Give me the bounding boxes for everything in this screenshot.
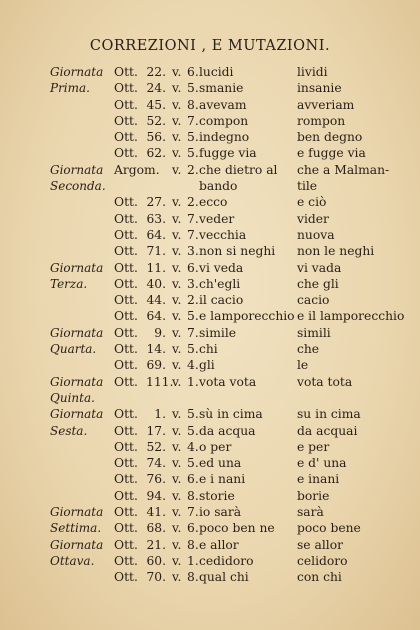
octave-number: 24. <box>146 81 166 96</box>
section-label: Giornata <box>50 374 104 389</box>
erratum-text: fugge via <box>199 146 257 161</box>
octave-abbrev: Ott. <box>114 244 138 259</box>
correction-text: e il lamporecchio <box>297 309 405 324</box>
octave-number: 68. <box>146 521 166 536</box>
verse-number: 3. <box>187 276 199 291</box>
correction-text: che gli <box>297 276 339 291</box>
correction-text: cacio <box>297 293 330 308</box>
verse-number: 1. <box>187 374 199 389</box>
correction-text: e fugge via <box>297 146 366 161</box>
section-label: Giornata <box>50 537 104 552</box>
errata-row <box>0 129 420 145</box>
verse-abbrev: v. <box>172 81 182 96</box>
octave-number: 63. <box>146 211 166 226</box>
erratum-text: o per <box>199 439 232 454</box>
erratum-text: compon <box>199 113 249 128</box>
verse-number: 6. <box>187 472 199 487</box>
correction-text: vota tota <box>297 374 353 389</box>
erratum-text: poco ben ne <box>199 521 275 536</box>
erratum-text: ecco <box>199 195 228 210</box>
verse-abbrev: v. <box>172 570 182 585</box>
octave-number: 45. <box>146 97 166 112</box>
octave-number: 9. <box>154 325 166 340</box>
section-label: Giornata <box>50 65 104 79</box>
erratum-text: lucidi <box>199 65 234 79</box>
verse-abbrev: v. <box>172 374 182 389</box>
verse-number: 7. <box>187 227 199 242</box>
octave-number: 71. <box>146 244 166 259</box>
verse-abbrev: v. <box>172 227 182 242</box>
verse-number: 7. <box>187 505 199 520</box>
octave-abbrev: Ott. <box>114 570 138 585</box>
octave-abbrev: Ott. <box>114 97 138 112</box>
octave-number: 27. <box>146 195 166 210</box>
section-label: Terza. <box>50 276 88 291</box>
octave-abbrev: Ott. <box>114 423 138 438</box>
erratum-text: il cacio <box>199 293 244 308</box>
errata-row <box>0 439 420 455</box>
verse-abbrev: v. <box>172 472 182 487</box>
octave-abbrev: Ott. <box>114 293 138 308</box>
erratum-text: indegno <box>199 130 250 145</box>
verse-abbrev: v. <box>172 505 182 520</box>
verse-number: 5. <box>187 456 199 471</box>
verse-abbrev: v. <box>172 65 182 79</box>
erratum-text: qual chi <box>199 570 249 585</box>
verse-number: 8. <box>187 97 199 112</box>
verse-number: 8. <box>187 488 199 503</box>
octave-abbrev: Ott. <box>114 488 138 503</box>
correction-text: insanie <box>297 81 342 96</box>
errata-row <box>0 80 420 96</box>
octave-abbrev: Ott. <box>114 276 138 291</box>
octave-number: 74. <box>146 456 166 471</box>
verse-abbrev: v. <box>172 293 182 308</box>
octave-abbrev: Ott. <box>114 521 138 536</box>
octave-abbrev: Ott. <box>114 537 138 552</box>
erratum-text: non si neghi <box>199 244 276 259</box>
verse-abbrev: v. <box>172 260 182 275</box>
erratum-text: gli <box>199 358 215 373</box>
errata-row <box>0 374 420 390</box>
correction-text: se allor <box>297 537 343 552</box>
verse-number: 5. <box>187 146 199 161</box>
verse-abbrev: v. <box>172 162 182 177</box>
octave-abbrev: Ott. <box>114 325 138 340</box>
errata-row <box>0 276 420 292</box>
octave-number: 64. <box>146 227 166 242</box>
verse-abbrev: v. <box>172 276 182 291</box>
verse-number: 7. <box>187 325 199 340</box>
octave-number: 52. <box>146 113 166 128</box>
correction-text: e ciò <box>297 195 327 210</box>
errata-row <box>0 308 420 324</box>
correction-text: poco bene <box>297 521 361 536</box>
erratum-text: bando <box>199 179 238 194</box>
section-label: Ottava. <box>50 553 95 568</box>
erratum-text: smanie <box>199 81 244 96</box>
section-label: Giornata <box>50 162 104 177</box>
correction-text: avveriam <box>297 97 355 112</box>
errata-row <box>0 341 420 357</box>
correction-text: su in cima <box>297 407 361 422</box>
errata-row <box>0 227 420 243</box>
octave-abbrev: Ott. <box>114 505 138 520</box>
octave-number: 1. <box>154 407 166 422</box>
errata-row <box>0 357 420 373</box>
octave-abbrev: Ott. <box>114 374 138 389</box>
correction-text: borie <box>297 488 330 503</box>
octave-number: 41. <box>146 505 166 520</box>
errata-row <box>0 113 420 129</box>
verse-number: 5. <box>187 407 199 422</box>
verse-number: 7. <box>187 211 199 226</box>
errata-row <box>0 243 420 259</box>
correction-text: vi vada <box>297 260 342 275</box>
erratum-text: vota vota <box>199 374 257 389</box>
erratum-text: chi <box>199 342 218 357</box>
octave-number: 60. <box>146 553 166 568</box>
verse-abbrev: v. <box>172 113 182 128</box>
errata-row <box>0 471 420 487</box>
correction-text: da acquai <box>297 423 358 438</box>
verse-abbrev: v. <box>172 309 182 324</box>
octave-abbrev: Argom. <box>114 162 160 177</box>
erratum-text: e allor <box>199 537 239 552</box>
verse-abbrev: v. <box>172 553 182 568</box>
octave-abbrev: Ott. <box>114 309 138 324</box>
verse-abbrev: v. <box>172 488 182 503</box>
octave-abbrev: Ott. <box>114 130 138 145</box>
octave-number: 52. <box>146 439 166 454</box>
correction-text: non le neghi <box>297 244 375 259</box>
verse-abbrev: v. <box>172 244 182 259</box>
errata-row <box>0 423 420 439</box>
octave-abbrev: Ott. <box>114 113 138 128</box>
verse-number: 3. <box>187 244 199 259</box>
octave-number: 21. <box>146 537 166 552</box>
octave-number: 11. <box>146 260 166 275</box>
errata-row <box>0 504 420 520</box>
correction-text: che a Malman- <box>297 162 390 177</box>
errata-row <box>0 488 420 504</box>
verse-number: 2. <box>187 293 199 308</box>
octave-number: 44. <box>146 293 166 308</box>
octave-number: 94. <box>146 488 166 503</box>
verse-number: 4. <box>187 358 199 373</box>
verse-number: 1. <box>187 553 199 568</box>
octave-abbrev: Ott. <box>114 65 138 79</box>
correction-text: lividi <box>297 65 328 79</box>
verse-number: 5. <box>187 130 199 145</box>
octave-abbrev: Ott. <box>114 439 138 454</box>
verse-number: 5. <box>187 423 199 438</box>
page-title: CORREZIONI , E MUTAZIONI. <box>89 38 331 54</box>
octave-number: 14. <box>146 342 166 357</box>
correction-text: simili <box>297 325 331 340</box>
verse-abbrev: v. <box>172 325 182 340</box>
section-label: Giornata <box>50 505 104 520</box>
verse-abbrev: v. <box>172 97 182 112</box>
verse-abbrev: v. <box>172 358 182 373</box>
octave-number: 111. <box>146 374 174 389</box>
verse-number: 5. <box>187 81 199 96</box>
verse-abbrev: v. <box>172 146 182 161</box>
erratum-text: io sarà <box>199 505 242 520</box>
octave-number: 69. <box>146 358 166 373</box>
section-label: Giornata <box>50 260 104 275</box>
errata-row <box>0 325 420 341</box>
verse-abbrev: v. <box>172 423 182 438</box>
verse-abbrev: v. <box>172 456 182 471</box>
errata-row <box>0 537 420 553</box>
octave-abbrev: Ott. <box>114 553 138 568</box>
correction-text: con chi <box>297 570 342 585</box>
errata-row <box>0 194 420 210</box>
erratum-text: ed una <box>199 456 242 471</box>
section-label: Quarta. <box>50 342 97 357</box>
verse-number: 2. <box>187 195 199 210</box>
octave-number: 70. <box>146 570 166 585</box>
erratum-text: avevam <box>199 97 247 112</box>
octave-number: 62. <box>146 146 166 161</box>
verse-number: 6. <box>187 65 199 79</box>
correction-text: le <box>297 358 309 373</box>
errata-row <box>0 553 420 569</box>
verse-abbrev: v. <box>172 537 182 552</box>
erratum-text: sù in cima <box>199 407 263 422</box>
verse-number: 2. <box>187 162 199 177</box>
correction-text: sarà <box>297 505 324 520</box>
errata-row <box>0 145 420 161</box>
verse-number: 8. <box>187 537 199 552</box>
verse-abbrev: v. <box>172 521 182 536</box>
errata-row <box>0 569 420 585</box>
erratum-text: vi veda <box>199 260 244 275</box>
octave-number: 40. <box>146 276 166 291</box>
verse-number: 7. <box>187 113 199 128</box>
errata-row <box>0 260 420 276</box>
octave-abbrev: Ott. <box>114 260 138 275</box>
section-label: Seconda. <box>50 179 106 194</box>
verse-abbrev: v. <box>172 342 182 357</box>
errata-row <box>0 292 420 308</box>
octave-abbrev: Ott. <box>114 472 138 487</box>
erratum-text: vecchia <box>199 227 247 242</box>
correction-text: che <box>297 342 320 357</box>
errata-row <box>0 520 420 536</box>
erratum-text: che dietro al <box>199 162 278 177</box>
octave-abbrev: Ott. <box>114 146 138 161</box>
erratum-text: e lamporecchio <box>199 309 295 324</box>
verse-number: 6. <box>187 521 199 536</box>
erratum-text: simile <box>199 325 237 340</box>
verse-abbrev: v. <box>172 195 182 210</box>
verse-abbrev: v. <box>172 439 182 454</box>
correction-text: rompon <box>297 113 346 128</box>
section-label: Prima. <box>50 81 90 96</box>
correction-text: nuova <box>297 227 335 242</box>
octave-number: 56. <box>146 130 166 145</box>
verse-number: 4. <box>187 439 199 454</box>
errata-row <box>0 406 420 422</box>
section-label: Quinta. <box>50 390 95 405</box>
octave-abbrev: Ott. <box>114 358 138 373</box>
verse-abbrev: v. <box>172 130 182 145</box>
erratum-text: ch'egli <box>199 276 241 291</box>
errata-row <box>0 211 420 227</box>
verse-number: 5. <box>187 342 199 357</box>
errata-row <box>0 64 420 80</box>
correction-text: e d' una <box>297 456 347 471</box>
correction-text: ben degno <box>297 130 363 145</box>
octave-abbrev: Ott. <box>114 195 138 210</box>
octave-abbrev: Ott. <box>114 227 138 242</box>
correction-text: e per <box>297 439 330 454</box>
octave-abbrev: Ott. <box>114 407 138 422</box>
octave-number: 22. <box>146 65 166 79</box>
erratum-text: storie <box>199 488 235 503</box>
erratum-text: cedidoro <box>199 553 254 568</box>
correction-text: e inani <box>297 472 340 487</box>
octave-number: 17. <box>146 423 166 438</box>
section-label: Settima. <box>50 521 102 536</box>
erratum-text: da acqua <box>199 423 256 438</box>
section-label: Sesta. <box>50 423 88 438</box>
section-label: Giornata <box>50 325 104 340</box>
verse-abbrev: v. <box>172 407 182 422</box>
octave-number: 64. <box>146 309 166 324</box>
correction-text: tile <box>297 179 318 194</box>
errata-row <box>0 162 420 178</box>
correction-text: celidoro <box>297 553 348 568</box>
octave-abbrev: Ott. <box>114 81 138 96</box>
errata-row <box>0 390 420 406</box>
errata-list <box>0 64 420 586</box>
erratum-text: e i nani <box>199 472 246 487</box>
verse-abbrev: v. <box>172 211 182 226</box>
verse-number: 8. <box>187 570 199 585</box>
errata-row <box>0 455 420 471</box>
section-label: Giornata <box>50 407 104 422</box>
octave-abbrev: Ott. <box>114 211 138 226</box>
errata-row <box>0 178 420 194</box>
errata-row <box>0 97 420 113</box>
verse-number: 5. <box>187 309 199 324</box>
octave-abbrev: Ott. <box>114 456 138 471</box>
octave-abbrev: Ott. <box>114 342 138 357</box>
erratum-text: veder <box>199 211 235 226</box>
octave-number: 76. <box>146 472 166 487</box>
correction-text: vider <box>297 211 329 226</box>
verse-number: 6. <box>187 260 199 275</box>
